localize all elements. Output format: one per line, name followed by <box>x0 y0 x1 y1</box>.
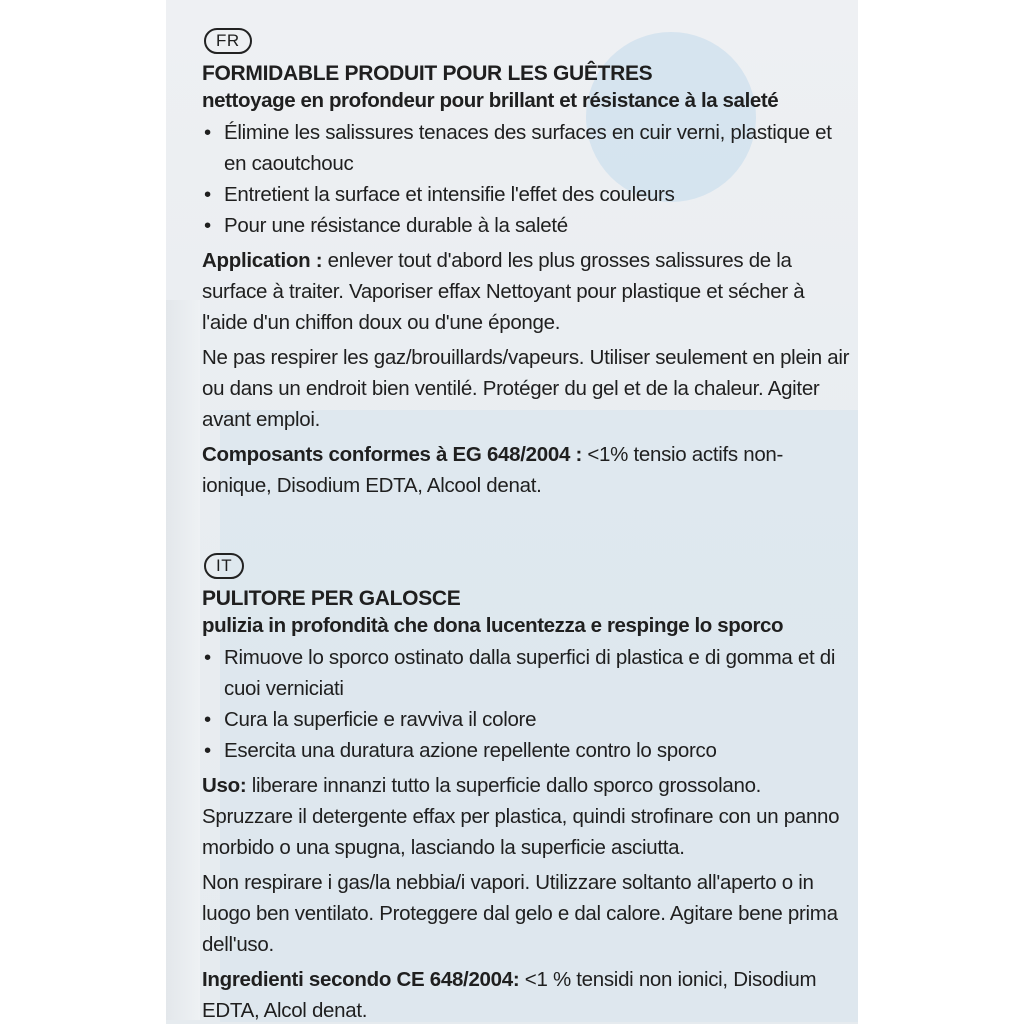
list-item: • Cura la superficie e ravviva il colore <box>202 704 852 735</box>
it-title: PULITORE PER GALOSCE <box>202 587 461 610</box>
fr-subtitle: nettoyage en profondeur pour brillant et résistance à la saleté <box>202 89 779 112</box>
fr-application-text: enlever tout d'abord les plus grosses salissures de la surface à traiter. Vaporiser effax Nettoyant pour plastique et sécher à l'aide d'un chiffon doux ou d'une éponge. <box>202 249 805 334</box>
fr-components-text: <1% tensio actifs non-ionique, Disodium EDTA, Alcool denat. <box>202 443 784 497</box>
list-item: • Rimuove lo sporco ostinato dalla superfici di plastica e di gomma et di cuoi verniciati <box>202 642 852 704</box>
it-use <box>202 770 852 863</box>
list-item: • Esercita una duratura azione repellente contro lo sporco <box>202 735 852 766</box>
list-item: • Entretient la surface et intensifie l'effet des couleurs <box>202 179 852 210</box>
it-use-text: liberare innanzi tutto la superficie dallo sporco grossolano. Spruzzare il detergente effax per plastica, quindi strofinare con un panno morbido o una spugna, lasciando la superficie asciutta. <box>202 774 840 859</box>
language-badge-it: IT <box>204 553 244 579</box>
fr-application <box>202 245 852 338</box>
fr-components-label: Composants conformes à EG 648/2004 : <box>202 443 582 466</box>
fr-components <box>202 439 852 501</box>
section-fr <box>202 28 852 501</box>
it-use-label: Uso: <box>202 774 247 797</box>
label-text <box>202 28 852 1026</box>
language-badge-fr: FR <box>204 28 252 54</box>
it-subtitle: pulizia in profondità che dona lucentezza e respinge lo sporco <box>202 614 784 637</box>
it-ingredients <box>202 964 852 1026</box>
it-safety-text: Non respirare i gas/la nebbia/i vapori. Utilizzare soltanto all'aperto o in luogo ben ventilato. Proteggere dal gelo e dal calore. Agitare bene prima dell'uso. <box>202 871 838 956</box>
it-ingredients-label: Ingredienti secondo CE 648/2004: <box>202 968 520 991</box>
it-ingredients-text: <1 % tensidi non ionici, Disodium EDTA, Alcol denat. <box>202 968 817 1022</box>
fr-application-label: Application : <box>202 249 323 272</box>
fr-safety-text: Ne pas respirer les gaz/brouillards/vapeurs. Utiliser seulement en plein air ou dans un endroit bien ventilé. Protéger du gel et de la chaleur. Agiter avant emploi. <box>202 346 850 431</box>
background-artwork-edge <box>166 300 200 1020</box>
list-item: • Pour une résistance durable à la saleté <box>202 210 852 241</box>
it-bullet-list <box>202 642 852 766</box>
fr-title: FORMIDABLE PRODUIT POUR LES GUÊTRES <box>202 62 653 85</box>
fr-bullet-list <box>202 117 852 241</box>
section-it <box>202 553 852 1026</box>
list-item: • Élimine les salissures tenaces des surfaces en cuir verni, plastique et en caoutchouc <box>202 117 852 179</box>
